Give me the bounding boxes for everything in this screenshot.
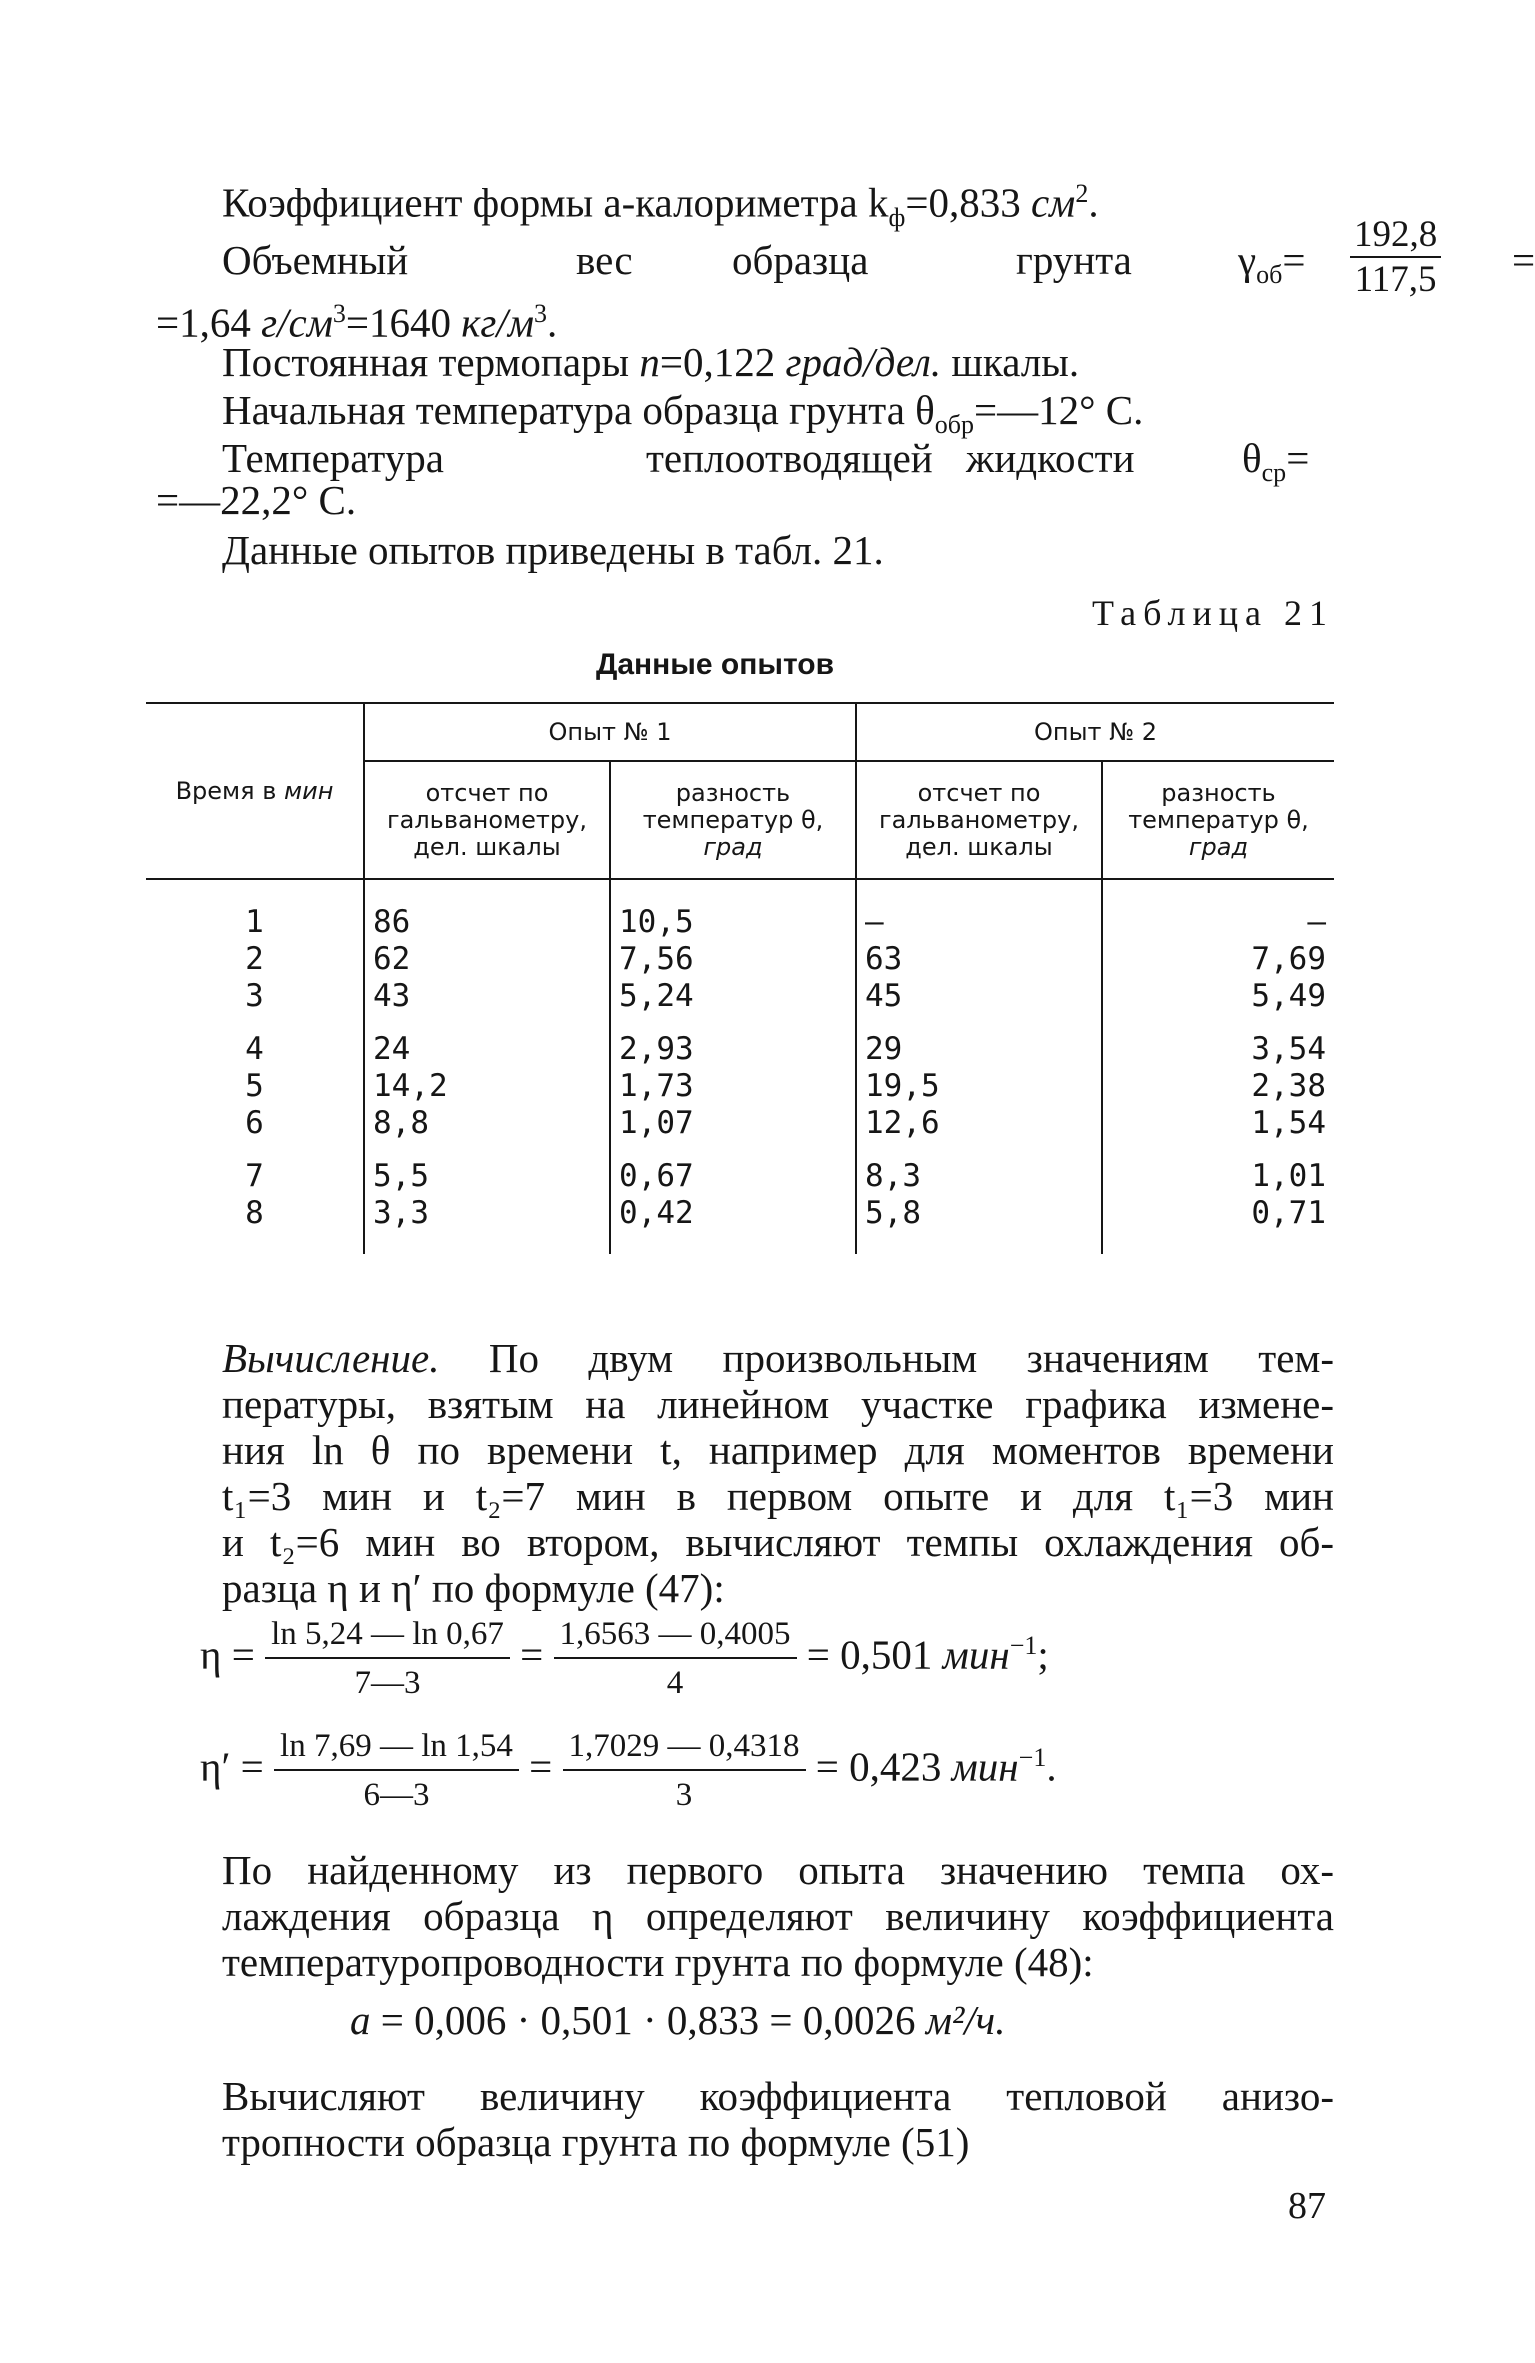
table-cell: 5,8 [856,1195,1102,1254]
intro-line-1: Коэффициент формы а-калориметра $k_ф=0,833$ $см^2$. [222,179,1099,232]
table-cell: 4 [245,1031,264,1067]
table-cell: 1,01 [1102,1142,1334,1195]
calc-p3-line-2: тропности образца грунта по формуле (51) [222,2119,970,2165]
table-row [146,978,1334,1015]
density-fraction: $\frac{192,8}{117,5}$ [1350,216,1441,298]
page-number: 87 [1288,2185,1326,2227]
table-cell: 7,56 [610,941,856,978]
table-row [146,1105,1334,1142]
intro-line-2: Объемный вес образца грунта $\gamma_{об}=$ $\frac{192,8}{117,5}$ = [222,214,1535,300]
table-cell: 1,73 [610,1068,856,1105]
table-cell: 8,8 [364,1105,610,1142]
calc-p3-line-1: Вычисляют величину коэффициента тепловой анизо- [222,2073,1334,2119]
table-cell: 1 [245,904,264,940]
table-title: Данные опытов [595,648,835,681]
table-cell: 86 [364,879,610,941]
table-cell: 10,5 [610,879,856,941]
table-cell: 7 [245,1158,264,1194]
table-row [146,1068,1334,1105]
table-row [146,1142,1334,1195]
table-cell: 62 [364,941,610,978]
table-cell: 0,71 [1102,1195,1334,1254]
table-cell: 12,6 [856,1105,1102,1142]
intro-line-3: =1,64 $г/см^3=1640$ $кг/м^3$. [156,299,558,346]
intro-line-6: Температура теплоотводящей жидкости $\theta_{ср}=$ [222,435,1310,488]
table-cell: 29 [856,1015,1102,1068]
intro-line-4: Постоянная термопары n=0,122 град/дел. шкалы. [222,339,1080,385]
exp1-diff-header: разность температур θ, град [610,761,856,879]
equation-eta-prime: η′ = $\frac{\ln 7,69 — \ln 1,54}{6—3}$ = $\frac{1,7029 — 0,4318}{3}$ = 0,423 мин$^{-1}$. [200,1728,1057,1813]
table-cell: 3,3 [364,1195,610,1254]
table-row [146,879,1334,941]
table-cell: 1,54 [1102,1105,1334,1142]
calc-p2-line-3: температуропроводности грунта по формуле (48): [222,1939,1094,1985]
table-cell: 0,42 [610,1195,856,1254]
table-cell: 5,49 [1102,978,1334,1015]
calc-p2-line-2: лаждения образца η определяют величину коэффициента [222,1893,1334,1939]
table-cell: 19,5 [856,1068,1102,1105]
exp1-reading-header: отсчет по гальванометру, дел. шкалы [364,761,610,879]
table-cell: 5 [245,1068,264,1104]
table-cell: 8,3 [856,1142,1102,1195]
table-cell: 7,69 [1102,941,1334,978]
exp2-diff-header: разность температур θ, град [1102,761,1334,879]
table-cell: 45 [856,978,1102,1015]
table-row [146,1015,1334,1068]
intro-line-8: Данные опытов приведены в табл. 21. [222,527,884,573]
calc-line-3: ния ln θ по времени t, например для моментов времени [222,1427,1334,1473]
calc-p2-line-1: По найденному из первого опыта значению темпа ох- [222,1847,1334,1893]
table-cell: 3 [245,978,264,1014]
calc-line-5: и t₂=6 мин во втором, вычисляют темпы охлаждения об- [222,1519,1334,1565]
table-cell: — [1102,879,1334,941]
table-cell: 1,07 [610,1105,856,1142]
intro-line-7: =—22,2° С. [156,477,357,523]
table-cell: 0,67 [610,1142,856,1195]
table-cell: 14,2 [364,1068,610,1105]
table-cell: 2,38 [1102,1068,1334,1105]
table-cell: 43 [364,978,610,1015]
table-row [146,1195,1334,1254]
time-header: Время в мин [146,703,364,879]
table-body [146,879,1334,1254]
table-label: Таблица 21 [1092,593,1334,633]
equation-eta: η = $\frac{\ln 5,24 — \ln 0,67}{7—3}$ = $\frac{1,6563 — 0,4005}{4}$ = 0,501 мин$^{-1}$; [200,1616,1049,1701]
intro-line-5: Начальная температура образца грунта $\theta_{обр}=—12^\circ$ С. [222,387,1144,440]
calc-line-2: пературы, взятым на линейном участке графика измене- [222,1381,1334,1427]
table-cell: 5,5 [364,1142,610,1195]
calc-line-6: разца η и η′ по формуле (47): [222,1565,725,1611]
calc-line-4: t₁=3 мин и t₂=7 мин в первом опыте и для t₁=3 мин [222,1473,1334,1519]
equation-diffusivity: a = 0,006 · 0,501 · 0,833 = 0,0026 м²/ч. [350,1997,1006,2043]
table-cell: 63 [856,941,1102,978]
table-cell: 24 [364,1015,610,1068]
table-cell: — [856,879,1102,941]
table-cell: 2 [245,941,264,977]
table-cell: 3,54 [1102,1015,1334,1068]
table-row [146,941,1334,978]
table-cell: 8 [245,1195,264,1231]
table-cell: 2,93 [610,1015,856,1068]
table-cell: 6 [245,1105,264,1141]
exp2-reading-header: отсчет по гальванометру, дел. шкалы [856,761,1102,879]
exp1-header: Опыт № 1 [364,703,856,761]
table-cell: 5,24 [610,978,856,1015]
calc-line-1: Вычисление. По двум произвольным значениям тем- [222,1335,1335,1381]
experiment-data-table [146,702,1334,1254]
exp2-header: Опыт № 2 [856,703,1334,761]
